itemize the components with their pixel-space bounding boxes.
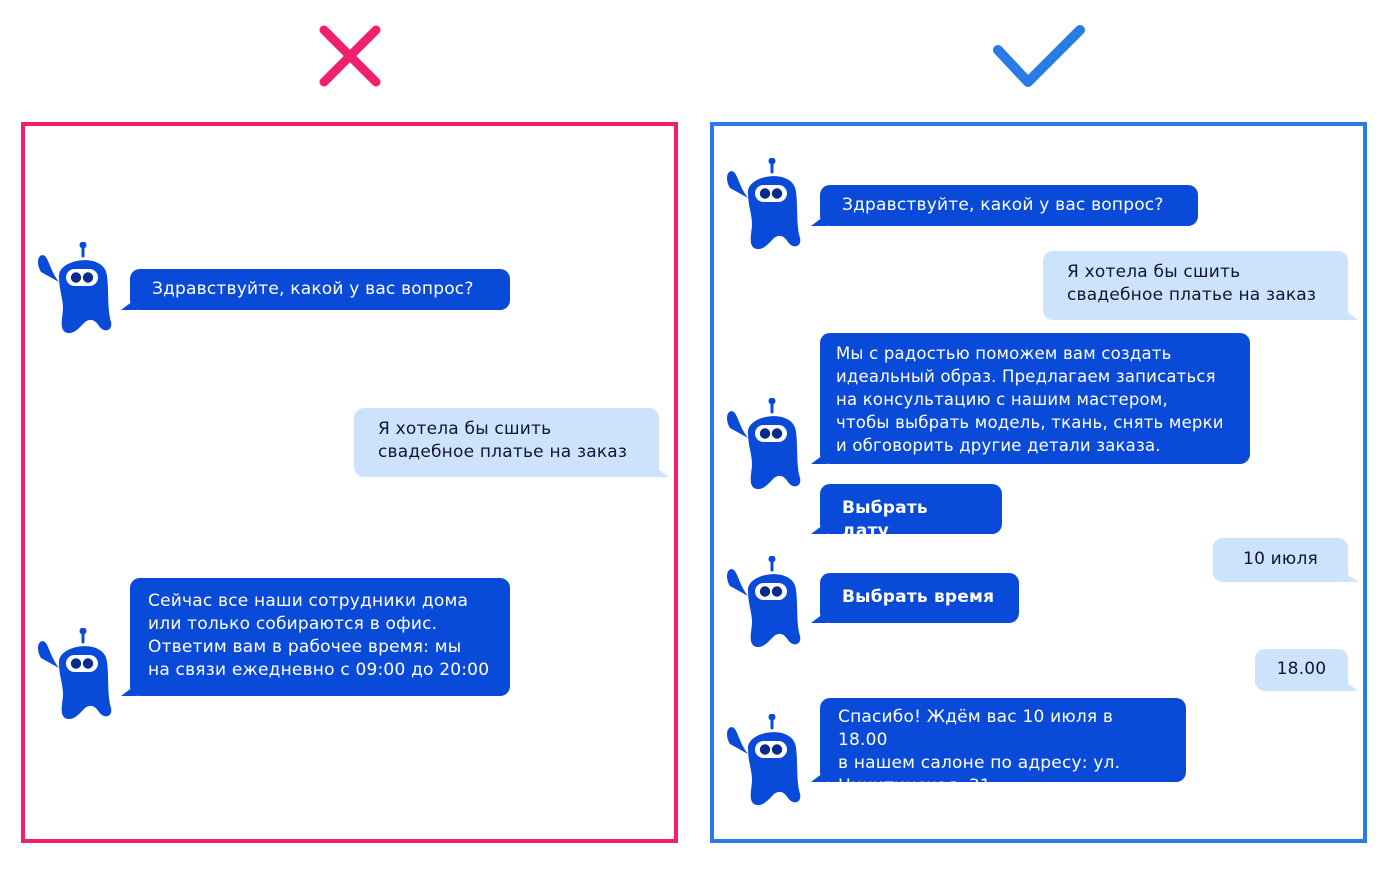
user-message-time [1255,649,1348,691]
user-message-request [1043,251,1348,320]
bot-message-consultation-offer [820,333,1250,464]
checkmark-icon [990,22,1086,90]
message-text: Я хотела бы сшить свадебное платье на заказ [1067,262,1317,305]
button-label: Выбрать время [842,587,995,607]
message-text: 10 июля [1243,549,1318,569]
robot-avatar-icon [722,556,802,651]
message-text: Я хотела бы сшить свадебное платье на заказ [378,419,628,462]
choose-time-button[interactable] [820,573,1019,623]
robot-avatar-icon [33,242,113,337]
choose-date-button[interactable] [820,484,1002,541]
cross-icon [318,24,382,88]
message-text: Здравствуйте, какой у вас вопрос? [152,279,474,299]
bad-example-panel [21,122,678,843]
message-text: 18.00 [1276,659,1327,679]
bot-message-offline-reply [130,578,510,696]
robot-avatar-icon [33,628,113,723]
bot-message-greeting [820,185,1198,226]
message-text: Спасибо! Ждём вас 10 июля в 18.00 в нашем салоне по адресу: ул. Никитинская, 31. [838,707,1121,796]
message-text: Здравствуйте, какой у вас вопрос? [842,195,1164,215]
message-text: Сейчас все наши сотрудники дома или только собираются в офис. Ответим вам в рабочее время: мы на связи ежедневно с 09:00 до 20:00 [148,591,490,680]
robot-avatar-icon [722,158,802,253]
message-text: Мы с радостью поможем вам создать идеальный образ. Предлагаем записаться на консультацию с нашим мастером, чтобы выбрать модель, ткань, снять мерки и обговорить другие детали заказа. [836,344,1224,455]
button-label: Выбрать дату [842,498,928,541]
bot-message-greeting [130,269,510,310]
user-message-date [1213,538,1348,582]
bot-message-confirmation [820,698,1186,796]
robot-avatar-icon [722,398,802,493]
robot-avatar-icon [722,714,802,809]
user-message-request [354,408,659,477]
